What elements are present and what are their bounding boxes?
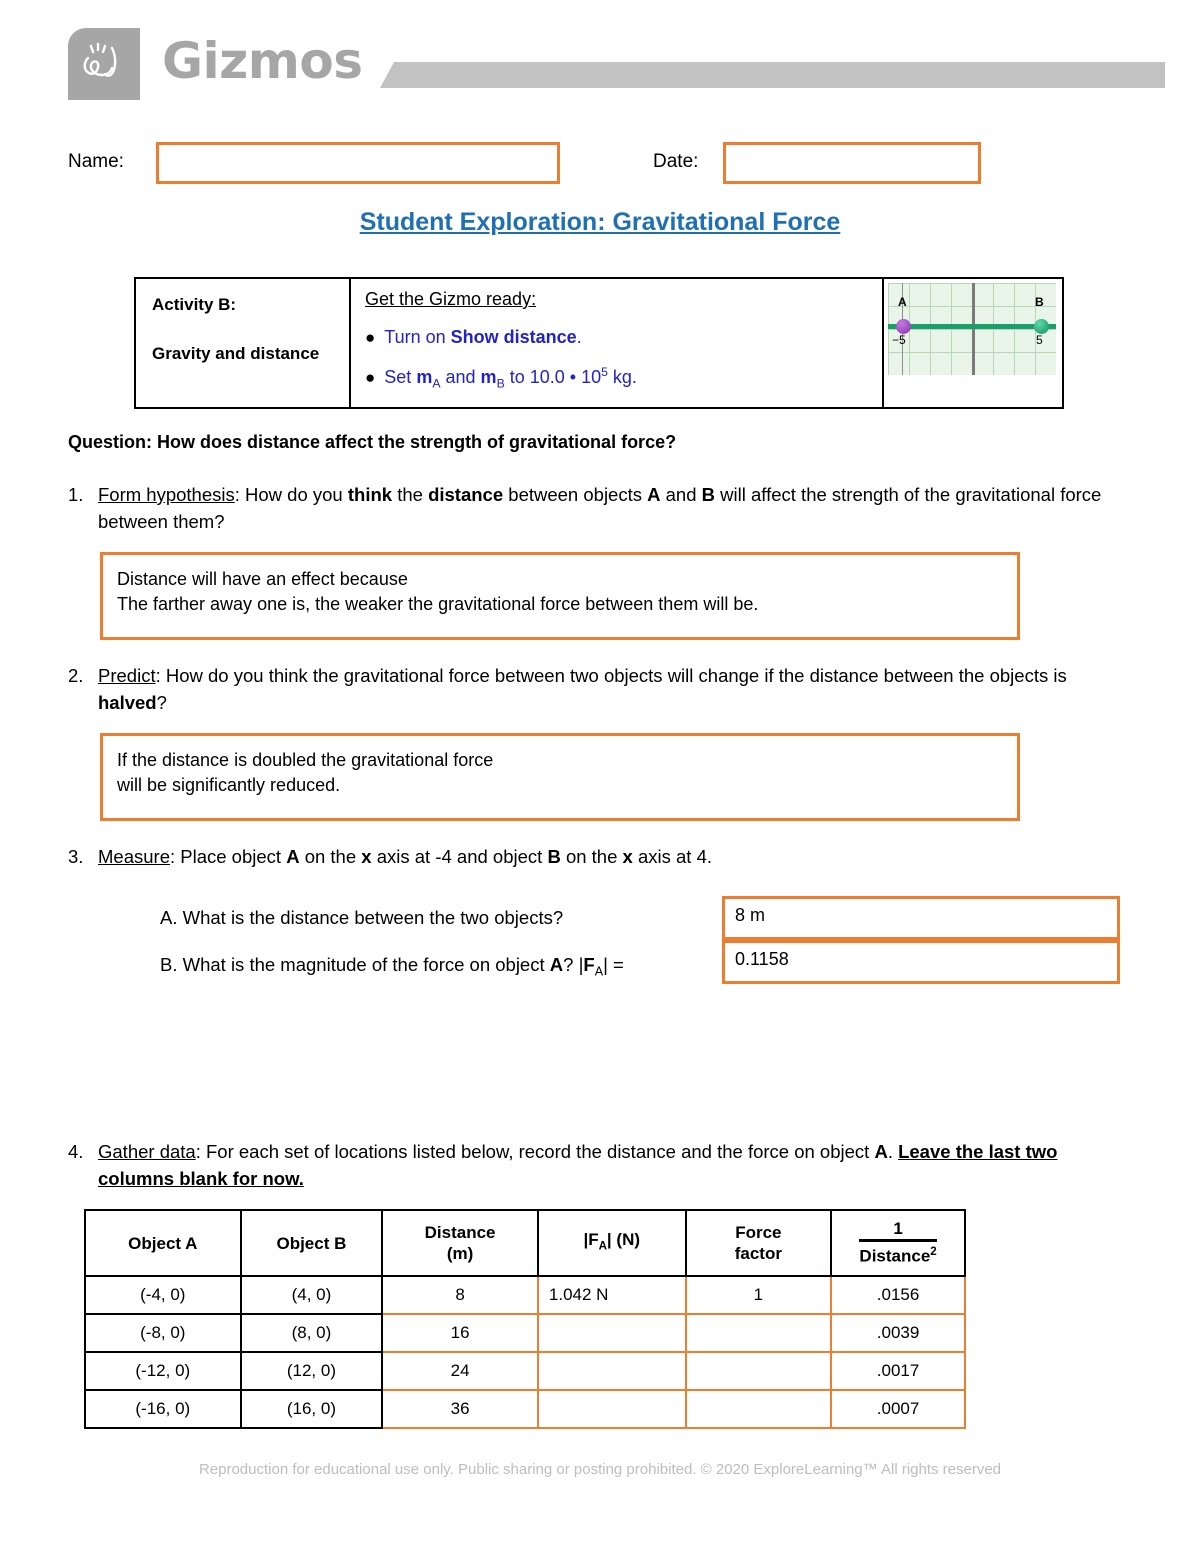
cell-object-a: (-4, 0) — [85, 1276, 241, 1314]
instruction-bullet-2 — [365, 365, 882, 391]
table-body — [85, 1276, 965, 1428]
cell-distance[interactable]: 16 — [382, 1314, 538, 1352]
cell-object-a: (-12, 0) — [85, 1352, 241, 1390]
el-script-logo-icon — [68, 28, 140, 100]
predict-answer-line-1: If the distance is doubled the gravitational force — [117, 750, 494, 770]
cell-inv-dist-sq[interactable]: .0017 — [831, 1352, 965, 1390]
gizmo-tick-right: 5 — [1036, 333, 1043, 347]
item-3-number: 3. — [68, 846, 84, 867]
header-inverse-distance-squared — [831, 1210, 965, 1276]
distance-answer-input[interactable]: 8 m — [722, 896, 1120, 940]
activity-label: Activity B: — [152, 295, 237, 314]
activity-instructions-cell — [351, 279, 884, 407]
cell-object-b: (16, 0) — [241, 1390, 383, 1428]
header-object-a: Object A — [85, 1210, 241, 1276]
cell-inv-dist-sq[interactable]: .0039 — [831, 1314, 965, 1352]
cell-force-factor[interactable] — [686, 1390, 832, 1428]
gizmo-distance-line — [888, 324, 1056, 329]
list-item-3 — [68, 843, 1128, 870]
list-item-4 — [68, 1138, 1128, 1192]
cell-object-b: (12, 0) — [241, 1352, 383, 1390]
sub-question-b-text: What is the magnitude of the force on object A? $|F_A|$ = — [182, 954, 624, 979]
gather-data-table — [84, 1209, 966, 1429]
activity-label-cell — [136, 279, 351, 407]
list-item-2 — [68, 662, 1128, 716]
cell-distance[interactable]: 8 — [382, 1276, 538, 1314]
instruction-bullet-2-text: Set $m_A$ and $m_B$ to 10.0 • $10^5$ kg. — [384, 365, 637, 391]
item-1-text: Form hypothesis: How do you think the distance between objects A and B will affect the strength of the gravitational force between them? — [98, 484, 1102, 532]
gizmos-logo-badge — [68, 28, 140, 100]
predict-answer-box[interactable] — [100, 733, 1020, 821]
gizmo-object-a — [896, 319, 911, 334]
header-object-b: Object B — [241, 1210, 383, 1276]
gizmo-preview-image — [888, 283, 1056, 375]
activity-subject: Gravity and distance — [152, 344, 320, 363]
force-answer-input[interactable]: 0.1158 — [722, 940, 1120, 984]
activity-box — [134, 277, 1064, 409]
page-footer: Reproduction for educational use only. Public sharing or posting prohibited. © 2020 ExploreLearning™ All rights reserved — [198, 1461, 1002, 1478]
name-date-row — [68, 140, 1138, 184]
name-label: Name: — [68, 151, 124, 172]
fraction-one-over-distance-squared: $\frac{1}{Distance^2}$ — [859, 1218, 937, 1266]
activity-gizmo-cell — [884, 279, 1062, 407]
sub-question-a — [160, 907, 563, 929]
header-force-factor: Force factor — [686, 1210, 832, 1276]
gizmos-wordmark: Gizmos — [162, 32, 363, 90]
sub-question-a-label: A. — [160, 907, 178, 928]
cell-object-b: (4, 0) — [241, 1276, 383, 1314]
name-input[interactable] — [156, 142, 560, 184]
table-row — [85, 1390, 965, 1428]
date-label: Date: — [653, 151, 699, 172]
cell-object-b: (8, 0) — [241, 1314, 383, 1352]
cell-force-factor[interactable]: 1 — [686, 1276, 832, 1314]
cell-inv-dist-sq[interactable]: .0007 — [831, 1390, 965, 1428]
cell-force[interactable]: 1.042 N — [538, 1276, 686, 1314]
cell-distance[interactable]: 36 — [382, 1390, 538, 1428]
hypothesis-answer-line-2: The farther away one is, the weaker the gravitational force between them will be. — [117, 594, 759, 614]
question-heading: Question: How does distance affect the strength of gravitational force? — [68, 432, 677, 452]
sub-question-a-text: What is the distance between the two objects? — [182, 907, 564, 928]
page-title: Student Exploration: Gravitational Force — [359, 208, 841, 236]
gizmo-object-b — [1034, 319, 1049, 334]
date-input[interactable] — [723, 142, 981, 184]
predict-answer-line-2: will be significantly reduced. — [117, 775, 341, 795]
table-row — [85, 1276, 965, 1314]
page-header — [0, 0, 1200, 122]
get-gizmo-ready-heading: Get the Gizmo ready: — [365, 289, 537, 309]
fraction-bar — [859, 1239, 936, 1242]
gizmo-y-axis — [972, 283, 975, 375]
cell-distance[interactable]: 24 — [382, 1352, 538, 1390]
item-2-number: 2. — [68, 665, 84, 686]
cell-inv-dist-sq[interactable]: .0156 — [831, 1276, 965, 1314]
header-banner-bar — [380, 62, 1165, 88]
item-2-text: Predict: How do you think the gravitational force between two objects will change if the distance between the objects is halved? — [98, 665, 1067, 713]
bullet-dot-icon: ● — [365, 328, 376, 347]
sub-question-b — [160, 954, 624, 979]
table-row — [85, 1352, 965, 1390]
sub-question-b-label: B. — [160, 954, 178, 975]
header-distance: Distance (m) — [382, 1210, 538, 1276]
cell-force[interactable] — [538, 1352, 686, 1390]
instruction-bullet-1-text: Turn on Show distance. — [384, 327, 582, 347]
cell-force[interactable] — [538, 1314, 686, 1352]
item-3-text: Measure: Place object A on the x axis at -4 and object B on the x axis at 4. — [98, 846, 713, 867]
list-item-1 — [68, 481, 1128, 535]
item-4-text: Gather data: For each set of locations listed below, record the distance and the force on object A. Leave the last two columns blank for now. — [98, 1141, 1058, 1189]
cell-force-factor[interactable] — [686, 1314, 832, 1352]
cell-object-a: (-16, 0) — [85, 1390, 241, 1428]
instruction-bullet-1 — [365, 327, 882, 348]
bullet-dot-icon-2: ● — [365, 368, 376, 387]
table-row — [85, 1314, 965, 1352]
hypothesis-answer-line-1: Distance will have an effect because — [117, 569, 408, 589]
gizmo-label-b: B — [1035, 295, 1044, 309]
item-1-number: 1. — [68, 484, 84, 505]
item-4-number: 4. — [68, 1141, 84, 1162]
header-force: $|F_A|$ (N) — [538, 1210, 686, 1276]
cell-force[interactable] — [538, 1390, 686, 1428]
gizmo-label-a: A — [898, 295, 907, 309]
cell-force-factor[interactable] — [686, 1352, 832, 1390]
table-header-row — [85, 1210, 965, 1276]
gizmo-tick-left: −5 — [892, 333, 906, 347]
show-distance-emphasis: Show distance — [450, 327, 577, 347]
cell-object-a: (-8, 0) — [85, 1314, 241, 1352]
hypothesis-answer-box[interactable] — [100, 552, 1020, 640]
